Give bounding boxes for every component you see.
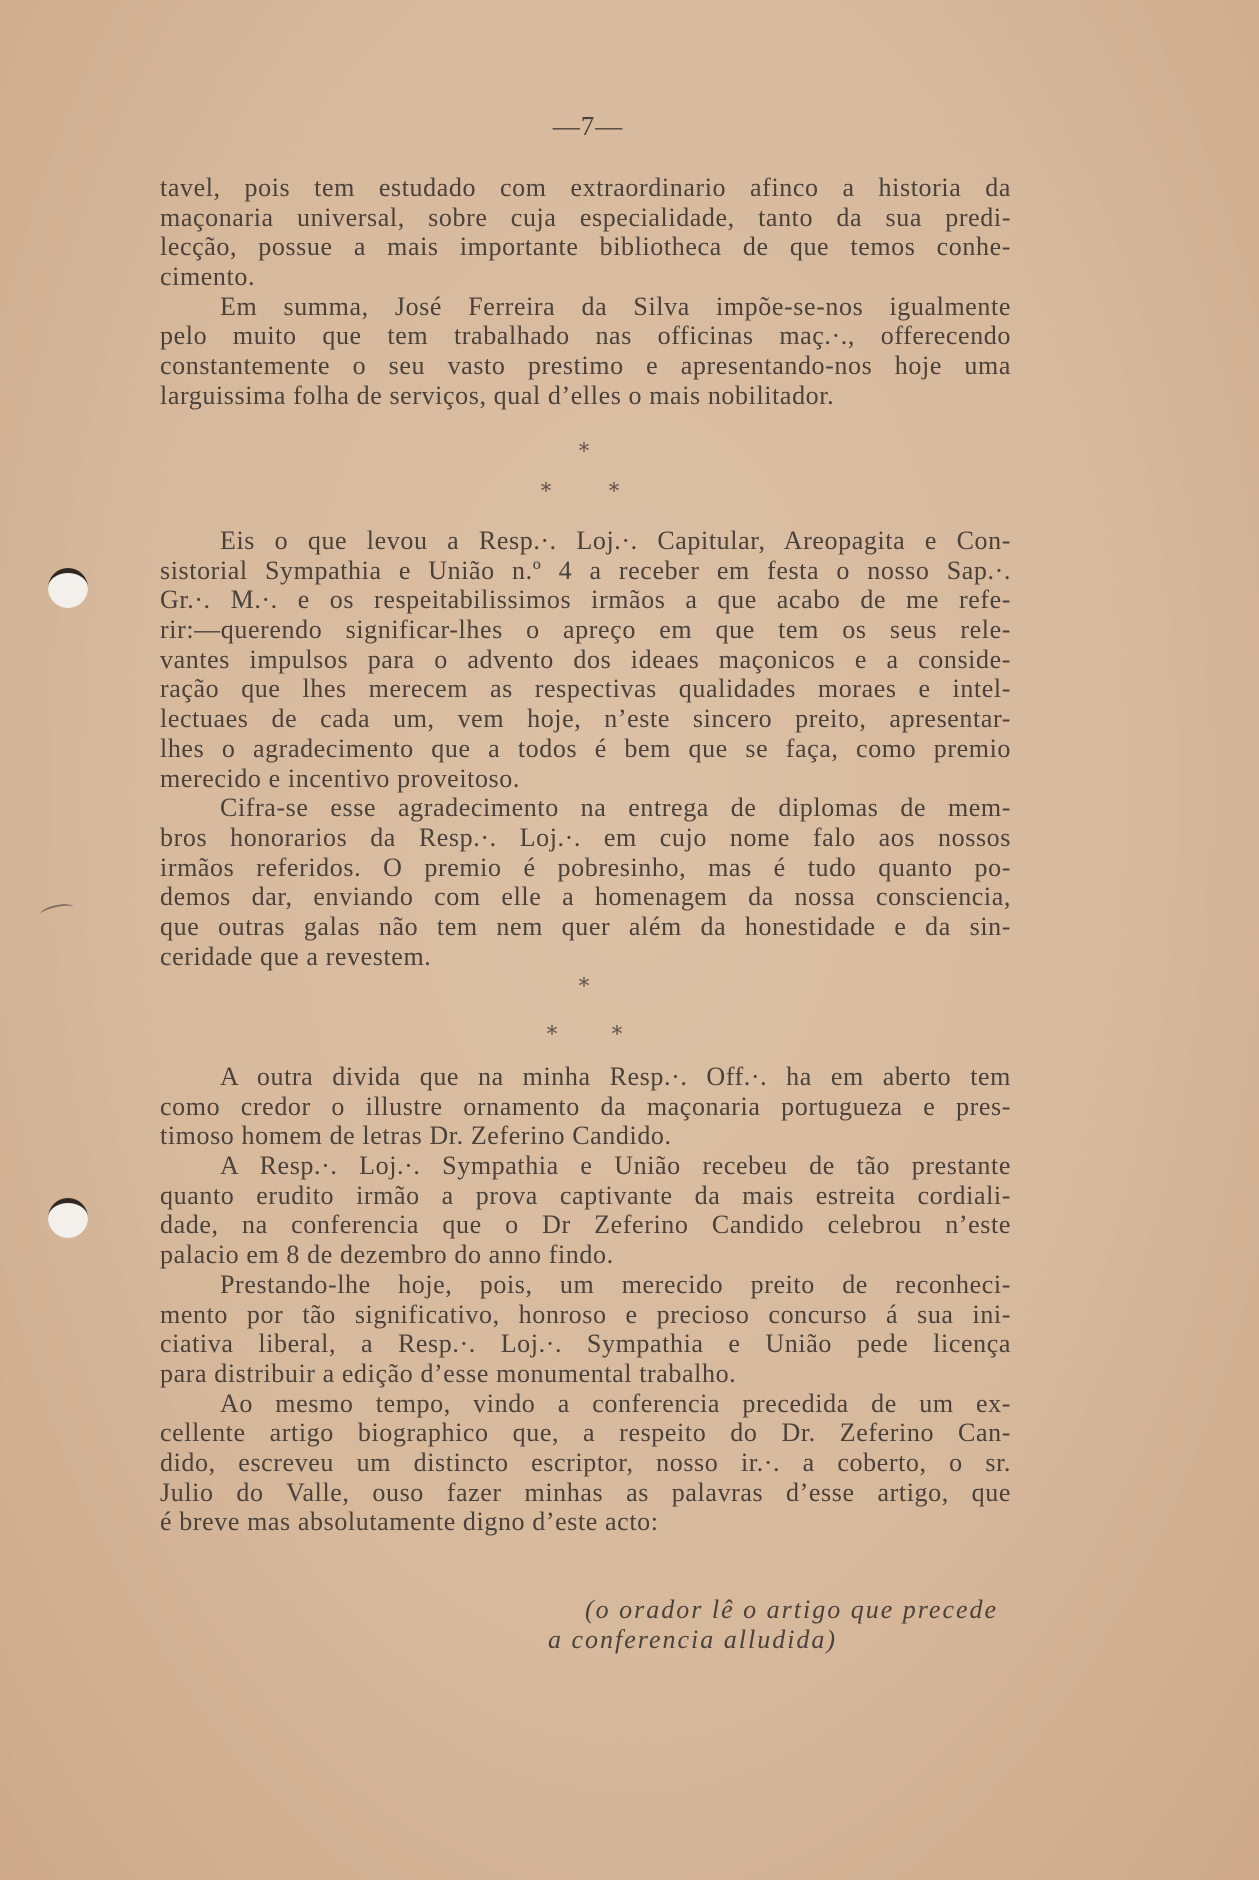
paragraph (160, 526, 1011, 793)
asterisk-ornament: * (578, 439, 590, 463)
paragraph (160, 1270, 1011, 1389)
punch-hole (48, 1198, 88, 1238)
paragraph (160, 1389, 1011, 1537)
text-line: é breve mas absolutamente digno d’este acto: (160, 1507, 659, 1537)
text-line: timoso homem de letras Dr. Zeferino Candido. (160, 1121, 672, 1151)
text-line: mento por tão significativo, honroso e precioso concurso á sua ini- (160, 1299, 1011, 1329)
text-line: dade, na conferencia que o Dr Zeferino Candido celebrou n’este (160, 1210, 1011, 1240)
text-line: demos dar, enviando com elle a homenagem da nossa consciencia, (160, 882, 1011, 912)
text-line: Eis o que levou a Resp.·. Loj.·. Capitular, Areopagita e Con- (220, 526, 1011, 555)
text-line: larguissima folha de serviços, qual d’elles o mais nobilitador. (160, 380, 835, 410)
text-line: maçonaria universal, sobre cuja especialidade, tanto da sua predi- (160, 202, 1011, 232)
text-line: quanto erudito irmão a prova captivante da mais estreita cordiali- (160, 1180, 1011, 1210)
text-line: pelo muito que tem trabalhado nas officinas maç.·., offerecendo (160, 321, 1011, 351)
text-line: cimento. (160, 262, 256, 292)
text-line: Prestando-lhe hoje, pois, um merecido preito de reconheci- (220, 1269, 1011, 1299)
text-line: lecção, possue a mais importante bibliotheca de que temos conhe- (160, 232, 1011, 262)
text-line: Em summa, José Ferreira da Silva impõe-se-nos igualmente (220, 291, 1011, 321)
paragraph (160, 1151, 1011, 1270)
text-line: irmãos referidos. O premio é pobresinho, mas é tudo quanto po- (160, 852, 1011, 882)
text-line: constantemente o seu vasto prestimo e apresentando-nos hoje uma (160, 351, 1011, 381)
text-line: lectuaes de cada um, vem hoje, n’este sincero preito, apresentar- (160, 704, 1011, 734)
ink-mark (39, 902, 75, 921)
text-line: ciativa liberal, a Resp.·. Loj.·. Sympathia e União pede licença (160, 1329, 1011, 1359)
text-line: para distribuir a edição d’esse monumental trabalho. (160, 1358, 737, 1388)
punch-hole (48, 568, 88, 608)
text-line: A outra divida que na minha Resp.·. Off.·. ha em aberto tem (220, 1062, 1011, 1091)
text-line: A Resp.·. Loj.·. Sympathia e União recebeu de tão prestante (220, 1151, 1011, 1181)
note-line: (o orador lê o artigo que precede (585, 1595, 999, 1624)
text-block (160, 526, 1011, 971)
text-line: rir:—querendo significar-lhes o apreço em que tem os seus rele- (160, 615, 1011, 645)
text-line: ração que lhes merecem as respectivas qualidades moraes e intel- (160, 674, 1011, 704)
asterisk-ornament: * (578, 974, 590, 998)
text-line: como credor o illustre ornamento da maçonaria portugueza e pres- (160, 1091, 1011, 1121)
text-line: lhes o agradecimento que a todos é bem que se faça, como premio (160, 733, 1011, 763)
text-line: Gr.·. M.·. e os respeitabilissimos irmãos a que acabo de me refe- (160, 585, 1011, 615)
text-line: que outras galas não tem nem quer além da honestidade e da sin- (160, 911, 1011, 941)
text-line: dido, escreveu um distincto escriptor, nosso ir.·. a coberto, o sr. (160, 1447, 1011, 1477)
asterisk-ornament: * (546, 1022, 558, 1046)
note-line: a conferencia alludida) (548, 1625, 838, 1654)
paragraph (160, 1062, 1011, 1151)
text-line: cellente artigo biographico que, a respeito do Dr. Zeferino Can- (160, 1418, 1011, 1448)
text-line: sistorial Sympathia e União n.º 4 a receber em festa o nosso Sap.·. (160, 555, 1011, 585)
text-line: tavel, pois tem estudado com extraordinario afinco a historia da (160, 173, 1011, 202)
asterisk-ornament: * (608, 479, 620, 503)
asterisk-ornament: * (611, 1022, 623, 1046)
paragraph (160, 173, 1011, 292)
text-line: bros honorarios da Resp.·. Loj.·. em cujo nome falo aos nossos (160, 822, 1011, 852)
page-number: —7— (552, 111, 624, 141)
text-line: ceridade que a revestem. (160, 941, 432, 971)
paragraph (160, 292, 1011, 411)
text-line: Ao mesmo tempo, vindo a conferencia precedida de um ex- (220, 1388, 1011, 1418)
text-line: vantes impulsos para o advento dos ideaes maçonicos e a conside- (160, 644, 1011, 674)
text-line: merecido e incentivo proveitoso. (160, 763, 520, 793)
text-block (160, 173, 1011, 411)
text-line: Julio do Valle, ouso fazer minhas as palavras d’esse artigo, que (160, 1477, 1011, 1507)
text-line: Cifra-se esse agradecimento na entrega de diplomas de mem- (220, 793, 1011, 823)
text-block (160, 1062, 1011, 1537)
paragraph (160, 793, 1011, 971)
text-line: palacio em 8 de dezembro do anno findo. (160, 1240, 614, 1270)
asterisk-ornament: * (540, 479, 552, 503)
